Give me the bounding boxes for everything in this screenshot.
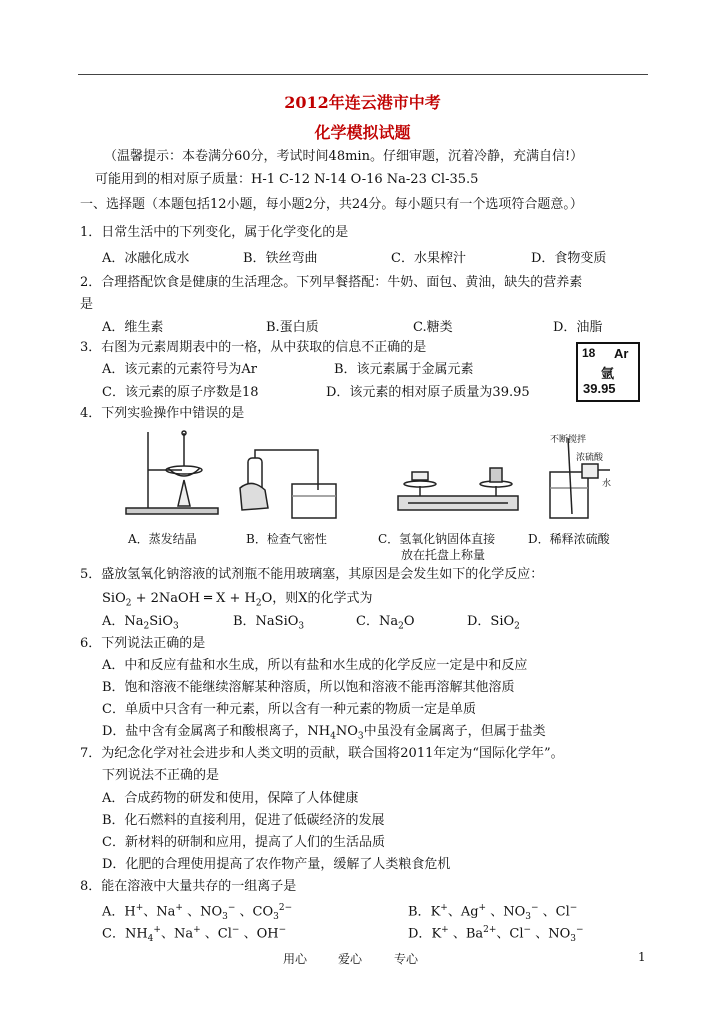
atomic-number: 18 <box>582 346 596 360</box>
q2-option-d: D．油脂 <box>553 320 603 335</box>
q5-option-d: D．SiO$_2$ <box>467 614 520 632</box>
evaporation-apparatus-icon <box>126 431 218 514</box>
header-rule <box>78 74 648 75</box>
q2-option-b: B.蛋白质 <box>266 320 319 335</box>
q7-option-a: A．合成药物的研发和使用，保障了人体健康 <box>102 791 359 806</box>
section-heading: 一、选择题（本题包括12小题，每小题2分，共24分。每小题只有一个选项符合题意。） <box>80 197 583 212</box>
question-3-stem: 3．右图为元素周期表中的一格，从中获取的信息不正确的是 <box>80 340 427 355</box>
fig-label-acid: 浓硫酸 <box>576 453 604 463</box>
q3-option-c: C．该元素的原子序数是18 <box>102 385 259 400</box>
q8-option-d: D．K+ 、$Ba^{2+}$、Cl− 、$NO_3^-$ <box>408 925 584 944</box>
q7-option-c: C．新材料的研制和应用，提高了人们的生活品质 <box>102 835 385 850</box>
q4-option-a: A．蒸发结晶 <box>128 532 197 546</box>
q5-option-b: B．NaSiO$_3$ <box>233 614 305 632</box>
question-7-stem-cont: 下列说法不正确的是 <box>102 768 220 783</box>
atomic-masses: 可能用到的相对原子质量：H-1 C-12 N-14 O-16 Na-23 Cl-35.5 <box>95 172 479 187</box>
q3-option-b: B．该元素属于金属元素 <box>334 362 474 377</box>
q8-option-b: B．K+、Ag+ 、$NO_3^-$ 、Cl− <box>408 903 578 922</box>
page-subtitle: 化学模拟试题 <box>314 123 411 142</box>
lab-apparatus-figure <box>120 428 660 528</box>
q2-option-c: C.糖类 <box>413 320 453 335</box>
q5-option-a: A．$Na_2SiO_3$ <box>102 614 179 632</box>
question-6-stem: 6．下列说法正确的是 <box>80 636 206 651</box>
airtightness-check-icon <box>240 450 336 518</box>
q6-option-a: A．中和反应有盐和水生成，所以有盐和水生成的化学反应一定是中和反应 <box>102 658 528 673</box>
element-symbol: Ar <box>614 346 629 361</box>
question-5-stem: 5．盛放氢氧化钠溶液的试剂瓶不能用玻璃塞，其原因是会发生如下的化学反应： <box>80 567 544 582</box>
question-2-stem-cont: 是 <box>80 297 94 312</box>
question-8-stem: 8．能在溶液中大量共存的一组离子是 <box>80 879 297 894</box>
q7-option-b: B．化石燃料的直接利用，促进了低碳经济的发展 <box>102 813 385 828</box>
question-2-stem: 2．合理搭配饮食是健康的生活理念。下列早餐搭配：牛奶、面包、黄油，缺失的营养素 <box>80 275 583 290</box>
element-name: 氩 <box>601 367 615 382</box>
atomic-mass: 39.95 <box>583 381 616 396</box>
question-4-stem: 4．下列实验操作中错误的是 <box>80 406 245 421</box>
page-title: 2012年连云港市中考 <box>284 93 441 112</box>
footer-left: 用心 <box>283 952 308 966</box>
balance-scale-icon <box>398 468 518 510</box>
q2-option-a: A．维生素 <box>102 320 164 335</box>
fig-label-water: 水 <box>602 479 612 489</box>
q3-option-a: A．该元素的元素符号为Ar <box>102 362 257 377</box>
q3-option-d: D．该元素的相对原子质量为39.95 <box>326 385 530 400</box>
question-1-stem: 1．日常生活中的下列变化，属于化学变化的是 <box>80 225 349 240</box>
q1-option-d: D．食物变质 <box>531 251 607 266</box>
q4-option-c: C．氢氧化钠固体直接 <box>378 532 496 546</box>
q1-option-a: A．冰融化成水 <box>102 251 190 266</box>
q8-option-a: A．H+、Na+ 、$NO_3^-$ 、$CO_3^{2-}$ <box>102 903 293 922</box>
page-number: 1 <box>638 950 646 964</box>
q1-option-c: C．水果榨汁 <box>391 251 466 266</box>
exam-tip: （温馨提示：本卷满分60分，考试时间48min。仔细审题，沉着冷静，充满自信!） <box>104 149 584 164</box>
fig-label-stir: 不断搅拌 <box>550 435 587 445</box>
q4-option-d: D．稀释浓硫酸 <box>528 532 610 546</box>
question-7-stem: 7．为纪念化学对社会进步和人类文明的贡献，联合国将2011年定为“国际化学年”。 <box>80 746 564 761</box>
q5-option-c: C．$Na_2O$ <box>356 614 415 632</box>
q7-option-d: D．化肥的合理使用提高了农作物产量，缓解了人类粮食危机 <box>102 857 451 872</box>
acid-dilution-icon <box>550 438 610 518</box>
q6-option-b: B．饱和溶液不能继续溶解某种溶质，所以饱和溶液不能再溶解其他溶质 <box>102 680 515 695</box>
footer-mid: 爱心 <box>338 952 363 966</box>
q4-option-c-cont: 放在托盘上称量 <box>401 548 486 562</box>
q6-option-d: D．盐中含有金属离子和酸根离子，$NH_4NO_3$中虽没有金属离子，但属于盐类 <box>102 724 546 742</box>
q6-option-c: C．单质中只含有一种元素，所以含有一种元素的物质一定是单质 <box>102 702 476 717</box>
periodic-table-cell <box>576 342 640 402</box>
footer-right: 专心 <box>394 952 419 966</box>
q1-option-b: B．铁丝弯曲 <box>243 251 318 266</box>
q8-option-c: C．$NH_4^+$、Na+ 、Cl− 、OH− <box>102 925 287 944</box>
q4-option-b: B．检查气密性 <box>246 532 327 546</box>
q5-equation: SiO$_2$ + 2NaOH ═ $X + H_2O$，则X的化学式为 <box>102 591 373 609</box>
